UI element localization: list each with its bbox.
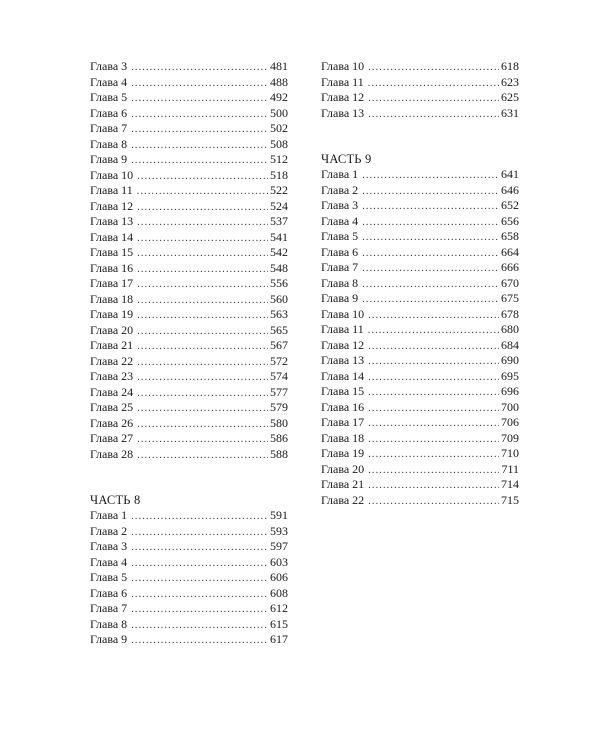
toc-entry (90, 75, 288, 91)
page-number: 579 (270, 400, 288, 414)
chapter-label: Глава 12 (321, 337, 365, 352)
part-heading: ЧАСТЬ 8 (90, 493, 141, 507)
toc-entry (90, 214, 288, 230)
toc-entry (90, 555, 288, 571)
toc-entry (321, 75, 519, 91)
page-number: 567 (270, 338, 288, 352)
toc-entry (321, 167, 519, 183)
chapter-label: Глава 7 (90, 601, 128, 615)
chapter-label: Глава 7 (321, 260, 359, 274)
toc-entry (321, 415, 519, 431)
chapter-label: Глава 18 (321, 430, 365, 445)
dot-leader (137, 246, 268, 262)
dot-leader (137, 200, 268, 216)
page-number: 625 (501, 90, 519, 104)
page-number: 700 (501, 399, 519, 414)
dot-leader (362, 215, 499, 231)
dot-leader (368, 323, 499, 339)
page-number: 574 (270, 369, 288, 383)
dot-leader (131, 107, 268, 123)
chapter-label: Глава 16 (90, 260, 134, 275)
chapter-label: Глава 10 (321, 59, 365, 73)
toc-entry (321, 245, 519, 261)
page-number: 548 (270, 260, 288, 275)
page-number: 666 (501, 260, 519, 274)
chapter-label: Глава 20 (90, 322, 134, 337)
dot-leader (368, 463, 499, 479)
page-number: 580 (270, 415, 288, 430)
dot-leader (362, 199, 499, 215)
page-number: 560 (270, 291, 288, 306)
toc-entry (90, 601, 288, 617)
page-number: 675 (501, 291, 519, 305)
chapter-label: Глава 4 (90, 554, 128, 569)
page-number: 508 (270, 136, 288, 151)
toc-entry (90, 90, 288, 106)
page-number: 696 (501, 384, 519, 398)
chapter-label: Глава 8 (321, 275, 359, 290)
dot-leader (362, 292, 499, 308)
toc-entry (90, 508, 288, 524)
chapter-label: Глава 7 (90, 121, 128, 135)
dot-leader (137, 432, 268, 448)
chapter-label: Глава 18 (90, 291, 134, 306)
page-number: 512 (270, 152, 288, 166)
chapter-label: Глава 4 (321, 213, 359, 228)
chapter-label: Глава 12 (321, 90, 365, 104)
dot-leader (368, 401, 499, 417)
page-number: 658 (501, 229, 519, 243)
chapter-label: Глава 19 (90, 307, 134, 321)
toc-entry (90, 152, 288, 168)
page-number: 623 (501, 74, 519, 89)
page-number: 492 (270, 90, 288, 104)
toc-entry (90, 617, 288, 633)
chapter-label: Глава 6 (90, 105, 128, 120)
toc-entry (90, 106, 288, 122)
dot-leader (368, 447, 499, 463)
dot-leader (137, 215, 268, 231)
toc-entry (90, 199, 288, 215)
dot-leader (362, 246, 499, 262)
dot-leader (137, 231, 268, 247)
page-number: 646 (501, 182, 519, 197)
toc-entry (321, 384, 519, 400)
page-number: 714 (501, 477, 519, 491)
toc-entry (321, 198, 519, 214)
dot-leader (131, 91, 268, 107)
chapter-label: Глава 22 (321, 492, 365, 507)
chapter-label: Глава 22 (90, 353, 134, 368)
dot-leader (131, 153, 268, 169)
page-number: 603 (270, 554, 288, 569)
chapter-label: Глава 9 (90, 632, 128, 646)
page-number: 542 (270, 245, 288, 259)
page-number: 615 (270, 616, 288, 631)
dot-leader (131, 571, 268, 587)
dot-leader (137, 324, 268, 340)
chapter-label: Глава 9 (321, 291, 359, 305)
chapter-label: Глава 11 (90, 183, 133, 197)
dot-leader (131, 540, 268, 556)
chapter-label: Глава 5 (90, 570, 128, 584)
toc-entry (321, 90, 519, 106)
chapter-label: Глава 28 (90, 446, 134, 461)
toc-entry (90, 307, 288, 323)
dot-leader (131, 633, 268, 649)
toc-entry (321, 400, 519, 416)
dot-leader (368, 385, 499, 401)
section-spacer (321, 121, 519, 151)
toc-entry (90, 354, 288, 370)
toc-entry (90, 121, 288, 137)
dot-leader (131, 602, 268, 618)
page-number: 690 (501, 353, 519, 367)
toc-entry (321, 106, 519, 122)
chapter-label: Глава 3 (90, 539, 128, 553)
toc-entry (321, 183, 519, 199)
dot-leader (137, 308, 268, 324)
page-number: 709 (501, 430, 519, 445)
toc-entry (90, 570, 288, 586)
page-number: 588 (270, 446, 288, 461)
toc-entry (90, 168, 288, 184)
dot-leader (362, 277, 499, 293)
chapter-label: Глава 12 (90, 198, 134, 213)
page-number: 710 (501, 446, 519, 460)
dot-leader (137, 339, 268, 355)
toc-entry (90, 416, 288, 432)
page-number: 608 (270, 585, 288, 600)
toc-entry (321, 214, 519, 230)
dot-leader (368, 308, 499, 324)
chapter-label: Глава 10 (90, 167, 134, 182)
dot-leader (362, 261, 499, 277)
dot-leader (368, 478, 499, 494)
chapter-label: Глава 10 (321, 306, 365, 321)
dot-leader (368, 494, 499, 510)
toc-entry (90, 261, 288, 277)
page-number: 591 (270, 508, 288, 522)
dot-leader (137, 448, 268, 464)
chapter-label: Глава 4 (90, 74, 128, 89)
dot-leader (131, 556, 268, 572)
page-number: 664 (501, 244, 519, 259)
page-number: 563 (270, 307, 288, 321)
page-number: 612 (270, 601, 288, 615)
toc-entry (90, 400, 288, 416)
page-number: 652 (501, 198, 519, 212)
chapter-label: Глава 25 (90, 400, 134, 414)
toc-entry (321, 462, 519, 478)
dot-leader (131, 618, 268, 634)
toc-entry (321, 260, 519, 276)
page-number: 695 (501, 368, 519, 383)
toc-entry (90, 137, 288, 153)
chapter-label: Глава 14 (90, 229, 134, 244)
page-number: 537 (270, 214, 288, 228)
page-number: 631 (501, 105, 519, 120)
page-number: 541 (270, 229, 288, 244)
dot-leader (137, 277, 268, 293)
toc-entry (321, 431, 519, 447)
page-number: 597 (270, 539, 288, 553)
chapter-label: Глава 8 (90, 136, 128, 151)
page-number: 656 (501, 213, 519, 228)
chapter-label: Глава 2 (90, 523, 128, 538)
chapter-label: Глава 2 (321, 182, 359, 197)
page-number: 593 (270, 523, 288, 538)
dot-leader (137, 401, 268, 417)
page-number: 606 (270, 570, 288, 584)
dot-leader (131, 509, 268, 525)
chapter-label: Глава 26 (90, 415, 134, 430)
chapter-label: Глава 24 (90, 384, 134, 399)
toc-entry (90, 338, 288, 354)
chapter-label: Глава 5 (90, 90, 128, 104)
toc-entry (90, 276, 288, 292)
chapter-label: Глава 8 (90, 616, 128, 631)
page-number: 488 (270, 74, 288, 89)
page-number: 500 (270, 105, 288, 120)
dot-leader (137, 169, 268, 185)
page-number: 481 (270, 59, 288, 73)
dot-leader (362, 230, 499, 246)
chapter-label: Глава 11 (321, 74, 364, 89)
toc-entry (321, 276, 519, 292)
chapter-label: Глава 13 (90, 214, 134, 228)
dot-leader (368, 76, 499, 92)
page-number: 678 (501, 306, 519, 321)
toc-entry (90, 369, 288, 385)
dot-leader (362, 184, 499, 200)
toc-entry (90, 431, 288, 447)
chapter-label: Глава 5 (321, 229, 359, 243)
dot-leader (368, 60, 499, 76)
dot-leader (137, 417, 268, 433)
dot-leader (131, 138, 268, 154)
dot-leader (131, 76, 268, 92)
toc-entry (321, 291, 519, 307)
page-number: 572 (270, 353, 288, 368)
page-number: 618 (501, 59, 519, 73)
toc-entry (90, 385, 288, 401)
chapter-label: Глава 11 (321, 322, 364, 336)
dot-leader (362, 168, 499, 184)
toc-entry (321, 493, 519, 509)
chapter-label: Глава 20 (321, 461, 365, 476)
chapter-label: Глава 17 (90, 276, 134, 290)
dot-leader (368, 432, 499, 448)
toc-entry (90, 292, 288, 308)
toc-entry (321, 59, 519, 75)
chapter-label: Глава 23 (90, 369, 134, 383)
toc-entry (90, 632, 288, 648)
toc-entry (90, 323, 288, 339)
page-number: 706 (501, 415, 519, 429)
dot-leader (131, 525, 268, 541)
page-number: 522 (270, 183, 288, 197)
page-number: 586 (270, 431, 288, 445)
dot-leader (368, 416, 499, 432)
page-number: 684 (501, 337, 519, 352)
toc-entry (321, 229, 519, 245)
toc-entry (90, 245, 288, 261)
chapter-label: Глава 6 (321, 244, 359, 259)
dot-leader (137, 386, 268, 402)
chapter-label: Глава 21 (90, 338, 134, 352)
page-number: 556 (270, 276, 288, 290)
dot-leader (137, 262, 268, 278)
page-number: 502 (270, 121, 288, 135)
chapter-label: Глава 15 (321, 384, 365, 398)
toc-entry (321, 338, 519, 354)
toc-entry (321, 446, 519, 462)
page-number: 680 (501, 322, 519, 336)
toc-entry (90, 447, 288, 463)
chapter-label: Глава 3 (90, 59, 128, 73)
part-heading: ЧАСТЬ 9 (321, 152, 372, 166)
page-number: 641 (501, 167, 519, 181)
dot-leader (368, 370, 499, 386)
toc-entry (321, 353, 519, 369)
page-number: 565 (270, 322, 288, 337)
chapter-label: Глава 13 (321, 105, 365, 120)
chapter-label: Глава 3 (321, 198, 359, 212)
chapter-label: Глава 13 (321, 353, 365, 367)
chapter-label: Глава 16 (321, 399, 365, 414)
dot-leader (368, 354, 499, 370)
toc-entry (90, 524, 288, 540)
dot-leader (137, 293, 268, 309)
toc-column-right (321, 59, 519, 508)
dot-leader (368, 339, 499, 355)
dot-leader (368, 107, 499, 123)
chapter-label: Глава 1 (321, 167, 359, 181)
page-number: 670 (501, 275, 519, 290)
chapter-label: Глава 27 (90, 431, 134, 445)
page-number: 518 (270, 167, 288, 182)
toc-entry (321, 307, 519, 323)
toc-entry (90, 183, 288, 199)
dot-leader (137, 355, 268, 371)
chapter-label: Глава 17 (321, 415, 365, 429)
dot-leader (137, 184, 268, 200)
toc-entry (321, 369, 519, 385)
page-number: 524 (270, 198, 288, 213)
chapter-label: Глава 1 (90, 508, 128, 522)
toc-entry (90, 539, 288, 555)
section-spacer (90, 462, 288, 492)
toc-entry (90, 586, 288, 602)
toc-entry (321, 477, 519, 493)
toc-column-left (90, 59, 288, 648)
chapter-label: Глава 15 (90, 245, 134, 259)
chapter-label: Глава 9 (90, 152, 128, 166)
chapter-label: Глава 14 (321, 368, 365, 383)
toc-entry (90, 230, 288, 246)
toc-entry (90, 59, 288, 75)
dot-leader (131, 60, 268, 76)
chapter-label: Глава 6 (90, 585, 128, 600)
page-number: 711 (501, 461, 519, 476)
dot-leader (131, 122, 268, 138)
dot-leader (131, 587, 268, 603)
page-number: 715 (501, 492, 519, 507)
dot-leader (137, 370, 268, 386)
dot-leader (368, 91, 499, 107)
toc-entry (321, 322, 519, 338)
chapter-label: Глава 21 (321, 477, 365, 491)
page-number: 617 (270, 632, 288, 646)
page-number: 577 (270, 384, 288, 399)
chapter-label: Глава 19 (321, 446, 365, 460)
